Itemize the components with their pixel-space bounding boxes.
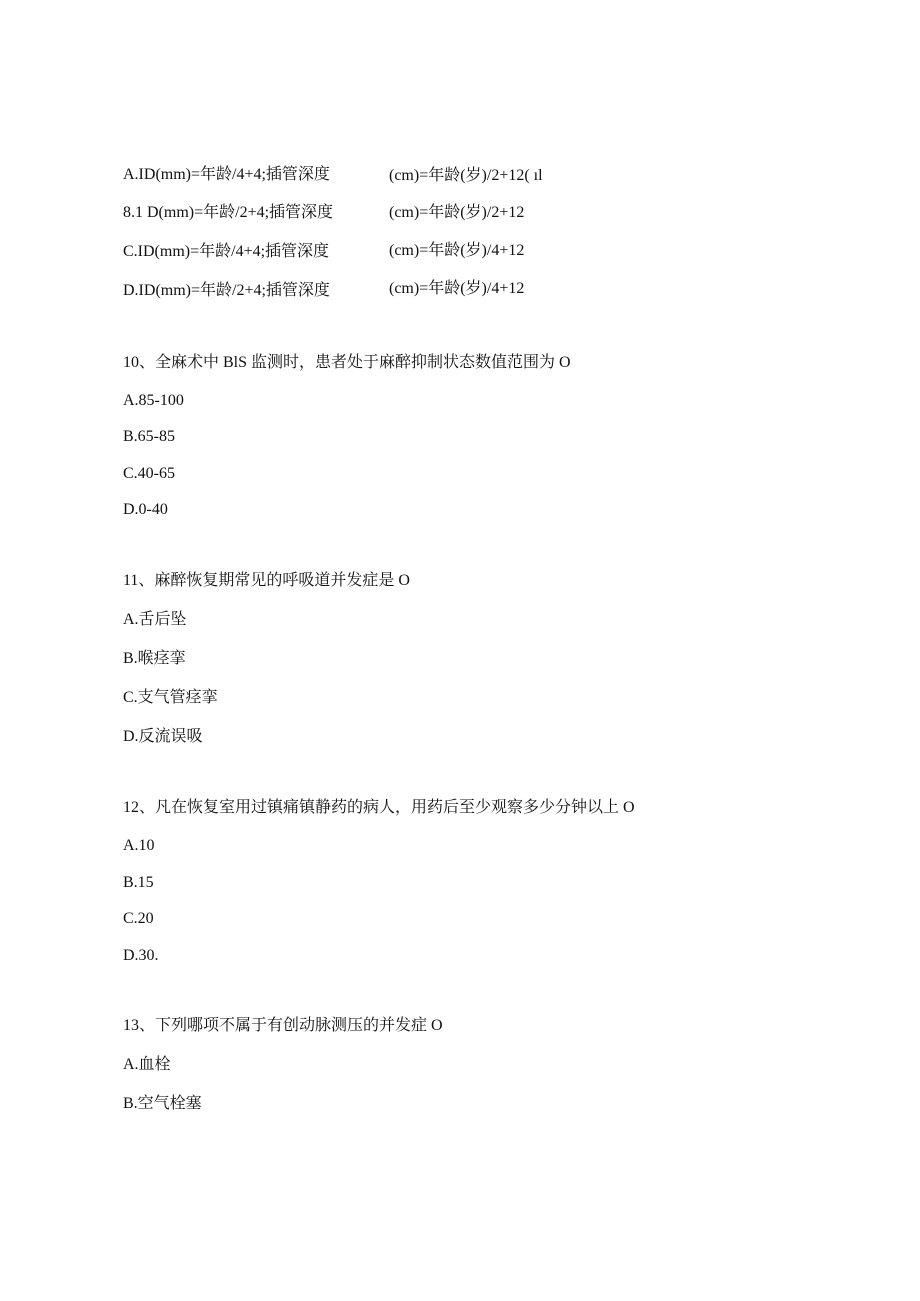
q10-option-c: C.40-65	[123, 465, 175, 482]
q13-option-a: A.血栓	[123, 1056, 171, 1073]
q9-option-a-right: (cm)=年龄(岁)/2+12( ıl	[389, 167, 543, 184]
q9-option-d-left: D.ID(mm)=年龄/2+4;插管深度	[123, 282, 330, 299]
q13-title: 13、下列哪项不属于有创动脉测压的并发症 O	[123, 1017, 443, 1034]
q11-option-a: A.舌后坠	[123, 611, 187, 628]
q9-option-b-right: (cm)=年龄(岁)/2+12	[389, 204, 525, 221]
q10-option-b: B.65-85	[123, 428, 175, 445]
q9-option-a-left: A.ID(mm)=年龄/4+4;插管深度	[123, 166, 330, 183]
q11-title: 11、麻醉恢复期常见的呼吸道并发症是 O	[123, 572, 410, 589]
q13-option-b: B.空气栓塞	[123, 1095, 202, 1112]
q9-option-c-left: C.ID(mm)=年龄/4+4;插管深度	[123, 243, 330, 260]
q11-option-d: D.反流误吸	[123, 728, 203, 745]
q11-option-c: C.支气管痉挛	[123, 689, 218, 706]
q10-option-a: A.85-100	[123, 392, 184, 409]
q11-option-b: B.喉痉挛	[123, 650, 186, 667]
q12-option-d: D.30.	[123, 947, 159, 964]
q12-title: 12、凡在恢复室用过镇痛镇静药的病人，用药后至少观察多少分钟以上 O	[123, 799, 635, 816]
q9-option-b-left: 8.1 D(mm)=年龄/2+4;插管深度	[123, 204, 334, 221]
q10-option-d: D.0-40	[123, 501, 168, 518]
q9-option-c-right: (cm)=年龄(岁)/4+12	[389, 242, 525, 259]
q9-option-d-right: (cm)=年龄(岁)/4+12	[389, 280, 525, 297]
q12-option-a: A.10	[123, 837, 155, 854]
q10-title: 10、全麻术中 BlS 监测时，患者处于麻醉抑制状态数值范围为 O	[123, 354, 571, 371]
q12-option-b: B.15	[123, 874, 154, 891]
q12-option-c: C.20	[123, 910, 154, 927]
